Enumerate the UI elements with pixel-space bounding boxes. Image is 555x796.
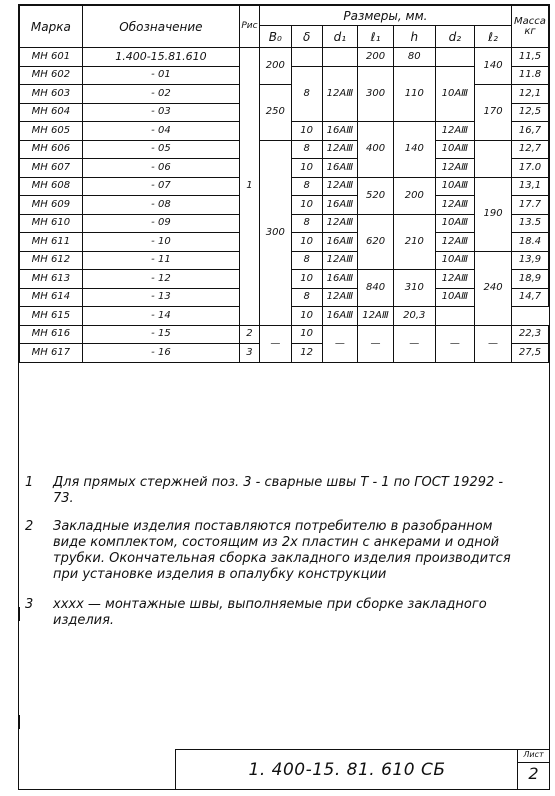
cell-mark: МН 614 [20,288,83,307]
cell-d1: 12AⅢ [322,214,358,233]
cell-l1: 400 [358,122,394,178]
cell-mass: 16,7 [512,122,549,141]
cell-delta: 10 [291,159,322,178]
cell-h: 140 [393,122,435,178]
cell-mass: 13.5 [512,214,549,233]
cell-h: — [393,325,435,362]
cell-designation: - 13 [82,288,239,307]
cell-empty [475,140,512,177]
cell-l2: 240 [475,251,512,325]
cell-d1: 16AⅢ [322,233,358,252]
cell-delta: 10 [291,233,322,252]
note-number: 2 [25,519,34,534]
cell-mass: 18.4 [512,233,549,252]
cell-mass: 22,3 [512,325,549,344]
header-mark: Марка [20,6,83,48]
cell-mass: 13,9 [512,251,549,270]
cell-mass: 12,1 [512,85,549,104]
cell-d2: 12AⅢ [358,307,394,326]
cell-designation: - 15 [82,325,239,344]
cell-mass: 18,9 [512,270,549,289]
cell-d2: 10AⅢ [435,214,474,233]
drawing-sheet [18,4,550,790]
cell-l1: — [358,325,394,362]
cell-delta: 8 [291,251,322,270]
specification-table [19,5,549,363]
header-fig: Рис [240,6,260,48]
cell-d1: 12AⅢ [322,140,358,159]
cell-designation: - 02 [82,85,239,104]
title-block [175,749,549,789]
cell-mass: 12,5 [512,103,549,122]
cell-fig: 2 [240,325,260,344]
cell-d1: 16AⅢ [322,307,358,326]
cell-d1: 12AⅢ [322,251,358,270]
cell-b0: 300 [259,140,291,325]
cell-d1: 12AⅢ [322,66,358,122]
cell-h: 80 [393,48,435,67]
header-designation: Обозначение [82,6,239,48]
cell-d2: 10AⅢ [435,288,474,307]
cell-d1: 12AⅢ [322,288,358,307]
header-l1: ℓ₁ [358,26,394,48]
cell-mark: МН 613 [20,270,83,289]
cell-h: 110 [393,66,435,122]
cell-l1: 300 [358,66,394,122]
cell-b0: — [259,325,291,362]
header-d2: d₂ [435,26,474,48]
cell-d2: 12AⅢ [435,233,474,252]
cell-mass: 13,1 [512,177,549,196]
cell-delta: 8 [291,66,322,122]
cell-d2: 12AⅢ [435,159,474,178]
sheet-number: 2 [528,764,539,783]
cell-designation: - 07 [82,177,239,196]
cell-d2: 10AⅢ [435,177,474,196]
header-l2: ℓ₂ [475,26,512,48]
cell-delta: 8 [291,140,322,159]
cell-h: 310 [393,270,435,307]
document-code: 1. 400-15. 81. 610 СБ [248,760,446,780]
cell-l1: 520 [358,177,394,214]
sheet-label: Лист [518,750,549,763]
cell-d1: 16AⅢ [322,122,358,141]
cell-mark: МН 610 [20,214,83,233]
cell-designation: - 11 [82,251,239,270]
header-mass: Масса кг [512,6,549,48]
cell-mass: 27,5 [512,344,549,363]
note-text: Для прямых стержней поз. 3 - сварные швы Т - 1 по ГОСТ 19292 - 73. [53,475,504,506]
cell-b0: 200 [259,48,291,85]
cell-mark: МН 602 [20,66,83,85]
cell-d1: 16AⅢ [322,159,358,178]
margin-tick [19,715,26,729]
header-b0: B₀ [259,26,291,48]
cell-d1: 16AⅢ [322,196,358,215]
cell-mass: 14,7 [512,288,549,307]
cell-l2: — [475,325,512,362]
cell-d1: 16AⅢ [322,270,358,289]
cell-mark: МН 612 [20,251,83,270]
cell-h: 200 [393,177,435,214]
cell-l1: 200 [358,48,394,67]
cell-d2: — [435,325,474,362]
cell-mass: 11,5 [512,48,549,67]
cell-designation: 1.400-15.81.610 [82,48,239,67]
cell-h: 210 [393,214,435,270]
cell-fig: 1 [240,48,260,326]
cell-mark: МН 603 [20,85,83,104]
cell-designation: - 10 [82,233,239,252]
cell-fig: 3 [240,344,260,363]
cell-empty [435,48,474,67]
cell-mass: 17.0 [512,159,549,178]
cell-designation: - 16 [82,344,239,363]
cell-mass: 12,7 [512,140,549,159]
cell-delta: 12 [291,344,322,363]
cell-l2: 190 [475,177,512,251]
cell-mark: МН 615 [20,307,83,326]
cell-mass: 17.7 [512,196,549,215]
note-text: хххх — монтажные швы, выполняемые при сборке закладного изделия. [53,597,487,628]
cell-mark: МН 617 [20,344,83,363]
cell-mark: МН 604 [20,103,83,122]
cell-d2: 10AⅢ [435,140,474,159]
cell-designation: - 05 [82,140,239,159]
cell-d2: 10AⅢ [435,251,474,270]
cell-l1: 620 [358,214,394,270]
cell-delta: 10 [291,270,322,289]
cell-l1: 840 [358,270,394,307]
cell-delta: 10 [291,196,322,215]
cell-mark: МН 611 [20,233,83,252]
header-h: h [393,26,435,48]
cell-designation: - 01 [82,66,239,85]
note-number: 3 [25,597,34,612]
cell-d2: 12AⅢ [435,196,474,215]
cell-mark: МН 606 [20,140,83,159]
cell-delta: 10 [291,325,322,344]
cell-designation: - 06 [82,159,239,178]
cell-d2: 10AⅢ [435,66,474,122]
cell-mark: МН 601 [20,48,83,67]
cell-l2: 140 [475,48,512,85]
cell-mark: МН 607 [20,159,83,178]
margin-tick [19,607,26,621]
header-sizes: Размеры, мм. [259,6,511,26]
cell-designation: - 08 [82,196,239,215]
cell-d2: 12AⅢ [435,270,474,289]
cell-designation: - 14 [82,307,239,326]
cell-d1: 12AⅢ [322,177,358,196]
cell-designation: - 09 [82,214,239,233]
cell-designation: - 04 [82,122,239,141]
cell-delta: 8 [291,214,322,233]
cell-mark: МН 609 [20,196,83,215]
cell-empty [291,48,322,67]
cell-delta: 10 [291,307,322,326]
note-number: 1 [25,475,34,490]
cell-designation: - 12 [82,270,239,289]
header-delta: δ [291,26,322,48]
cell-mass: 11.8 [512,66,549,85]
cell-designation: - 03 [82,103,239,122]
cell-d1: — [322,325,358,362]
cell-mass: 20,3 [393,307,435,326]
cell-d2: 12AⅢ [435,122,474,141]
cell-mark: МН 605 [20,122,83,141]
cell-empty [322,48,358,67]
note-text: Закладные изделия поставляются потребителю в разобранном виде комплектом, состоящим из 2х пластин с анкерами и одной трубки. Окончательная сборка закладного изделия производится при установке изделия в опалубку конструкции [53,519,511,582]
cell-mark: МН 608 [20,177,83,196]
cell-b0: 250 [259,85,291,141]
cell-delta: 8 [291,288,322,307]
header-d1: d₁ [322,26,358,48]
cell-mark: МН 616 [20,325,83,344]
sheet-cell [517,750,549,790]
cell-delta: 10 [291,122,322,141]
cell-l2: 170 [475,85,512,141]
cell-delta: 8 [291,177,322,196]
